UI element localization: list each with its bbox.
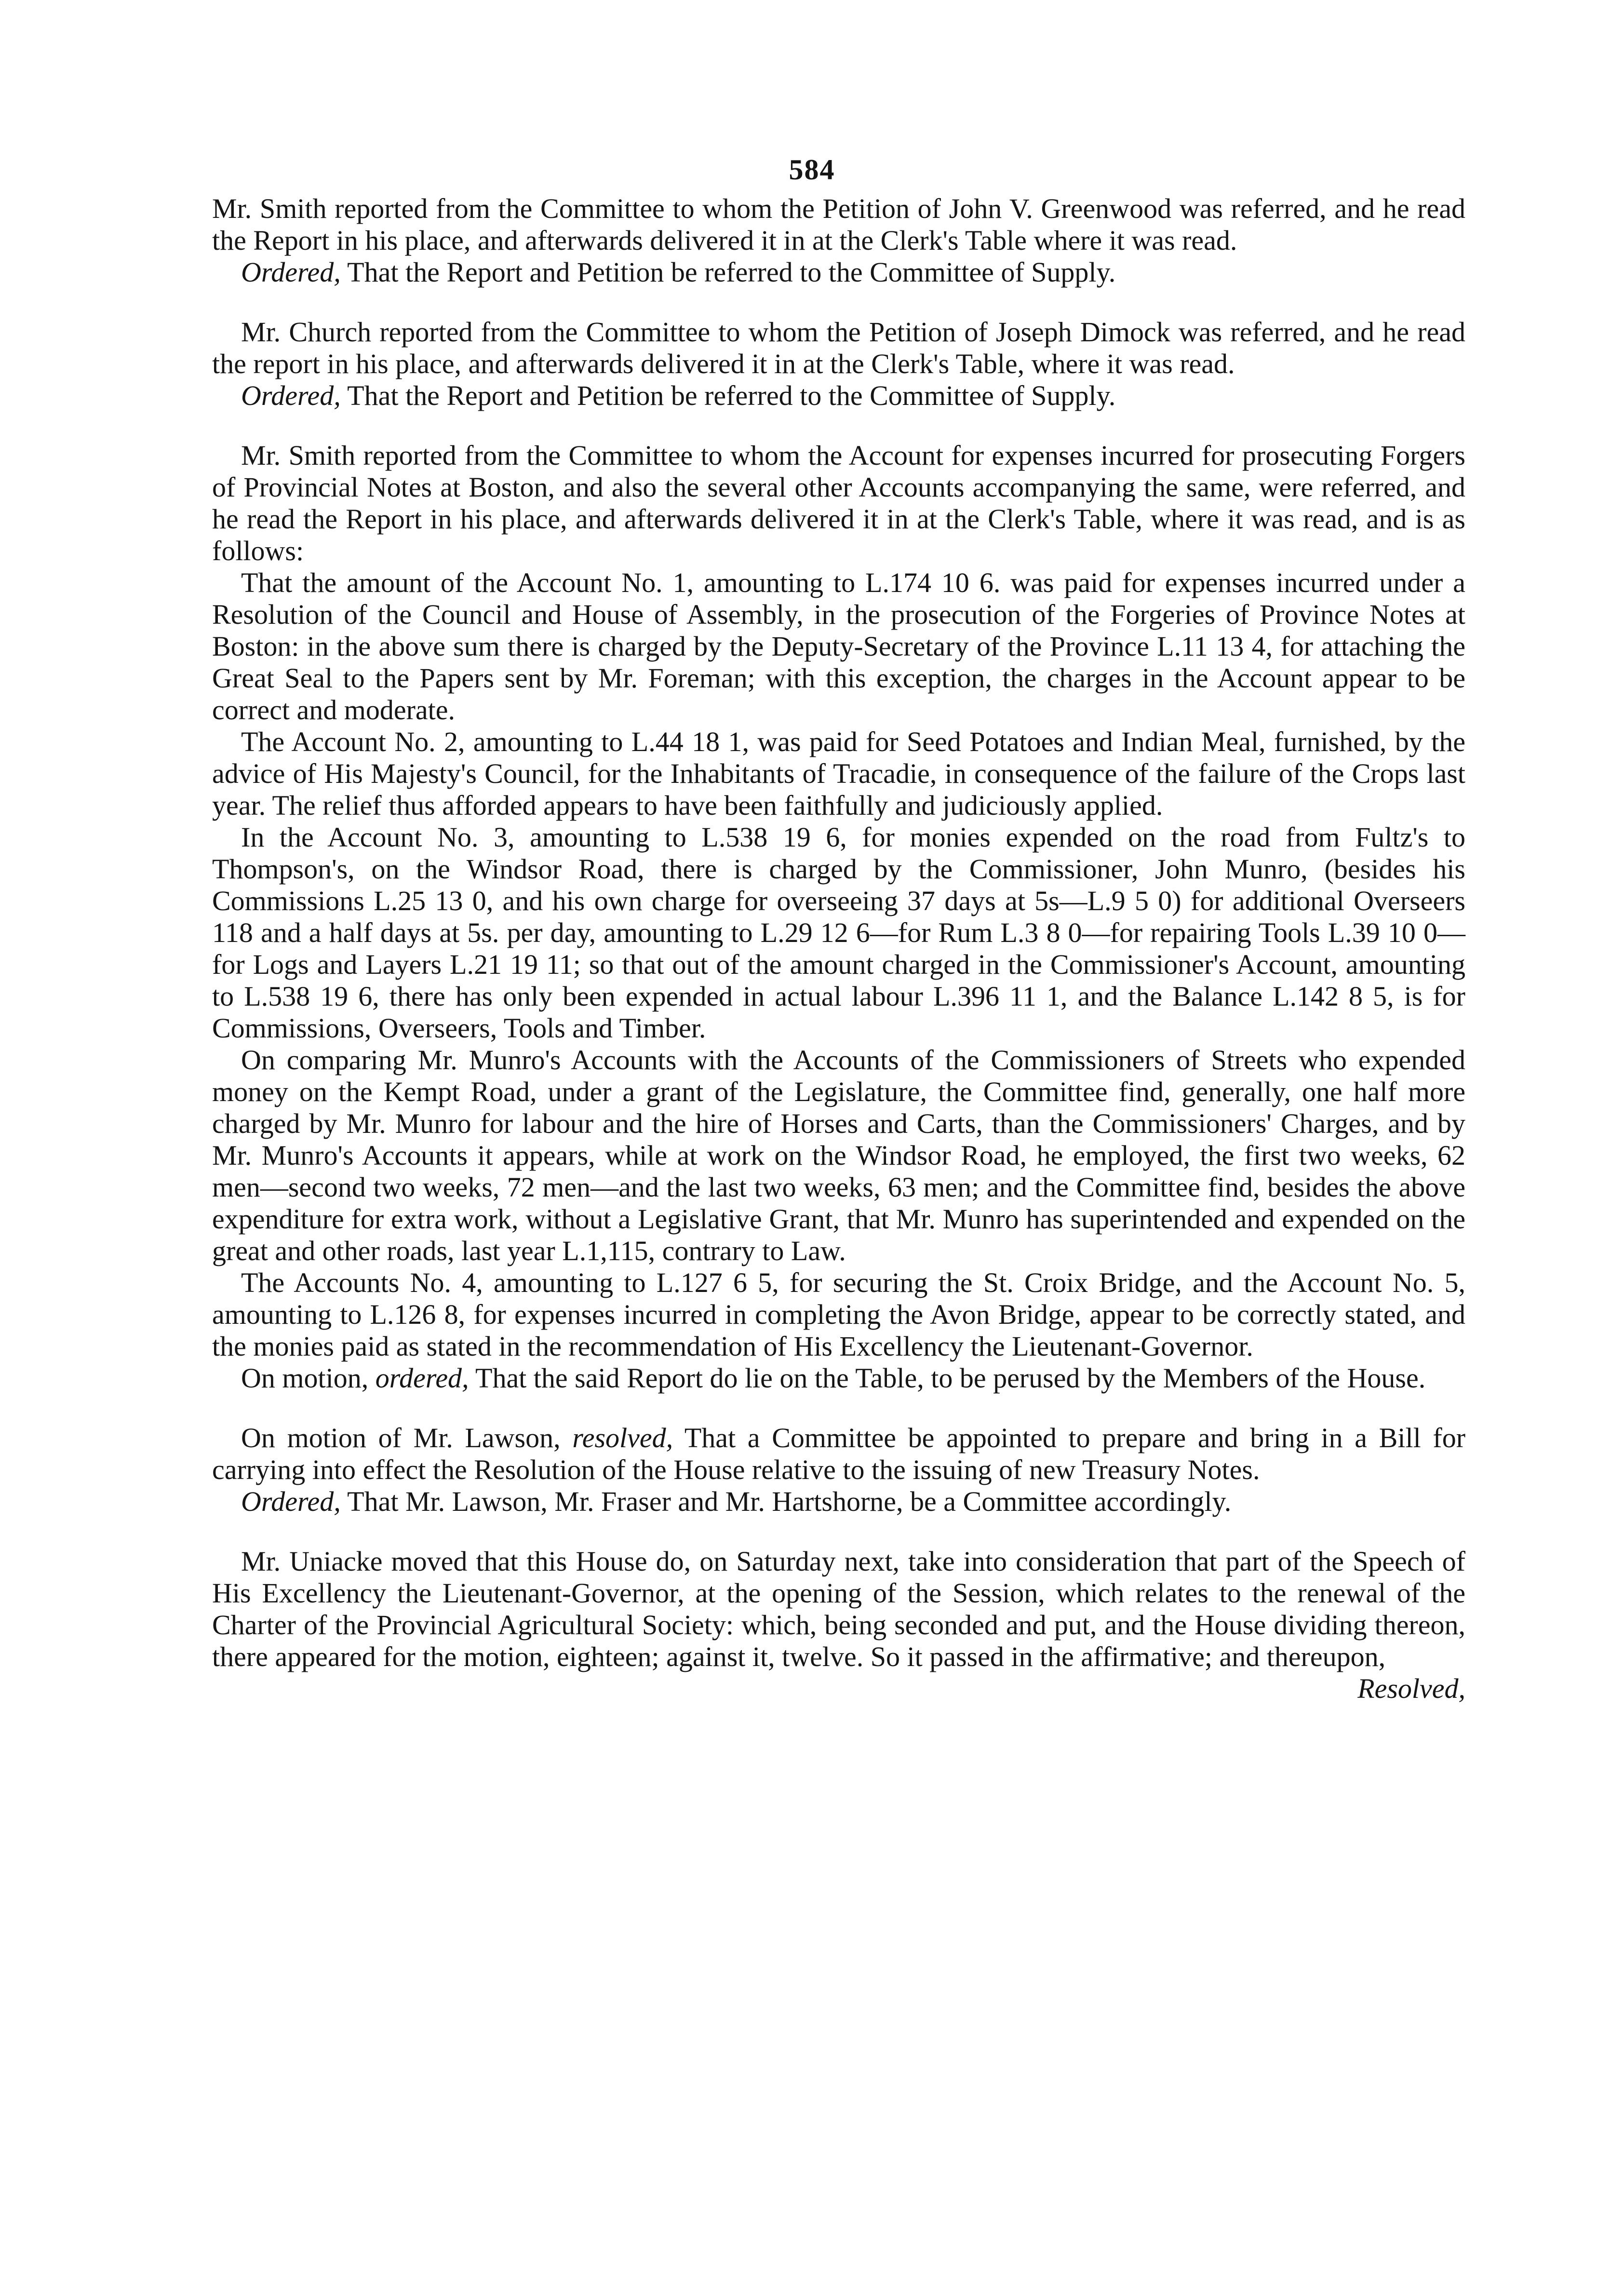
paragraph-text: Mr. Smith reported from the Committee to whom the Account for expenses incurred for prosecuting Forgers of Provincial Notes at Boston, and also the several other Accounts accompanying the same, were referred, and he read the Report in his place, and afterwards delivered it in at the Clerk's Table, where it was read, and is as follows:	[212, 440, 1465, 566]
entry-dimock-petition	[212, 316, 1465, 412]
paragraph	[212, 193, 1465, 256]
motion-paragraph	[212, 1362, 1465, 1394]
section-gap	[212, 1394, 1465, 1422]
paragraph-text: Mr. Church reported from the Committee to whom the Petition of Joseph Dimock was referred, and he read the report in his place, and afterwards delivered it in at the Clerk's Table, where it was read.	[212, 316, 1465, 379]
paragraph	[212, 567, 1465, 726]
motion-lead: On motion of Mr. Lawson,	[241, 1422, 573, 1453]
paragraph-text: That Mr. Lawson, Mr. Fraser and Mr. Hartshorne, be a Committee accordingly.	[340, 1486, 1232, 1517]
section-gap	[212, 412, 1465, 440]
paragraph-text: That a Committee be appointed to prepare and bring in a Bill for carrying into effect the Resolution of the House relative to the issuing of new Treasury Notes.	[212, 1422, 1466, 1485]
page-body	[212, 193, 1465, 1705]
paragraph	[212, 316, 1465, 380]
ordered-lead: Ordered,	[241, 380, 341, 411]
entry-treasury-notes-bill	[212, 1422, 1465, 1518]
motion-lead-italic: ordered,	[375, 1362, 469, 1394]
page-number: 584	[789, 154, 835, 186]
paragraph-text: The Account No. 2, amounting to L.44 18 1, was paid for Seed Potatoes and Indian Meal, furnished, by the advice of His Majesty's Council, for the Inhabitants of Tracadie, in consequence of the failure of the Crops last year. The relief thus afforded appears to have been faithfully and judiciously applied.	[212, 726, 1465, 821]
ordered-lead: Ordered,	[241, 1486, 341, 1517]
paragraph	[212, 1546, 1465, 1704]
paragraph-text: That the said Report do lie on the Table, to be perused by the Members of the House.	[469, 1362, 1426, 1394]
entry-greenwood-petition	[212, 193, 1465, 288]
resolved-catchword: Resolved,	[1357, 1673, 1465, 1704]
ordered-lead: Ordered,	[241, 256, 341, 288]
paragraph-text: That the Report and Petition be referred to the Committee of Supply.	[340, 256, 1116, 288]
section-gap	[212, 1518, 1465, 1546]
paragraph-text: In the Account No. 3, amounting to L.538 19 6, for monies expended on the road from Fultz's to Thompson's, on the Windsor Road, there is charged by the Commissioner, John Munro, (besides his Commissions L.25 13 0, and his own charge for overseeing 37 days at 5s—L.9 5 0) for additional Overseers 118 and a half days at 5s. per day, amounting to L.29 12 6—for Rum L.3 8 0—for repairing Tools L.39 10 0—for Logs and Layers L.21 19 11; so that out of the amount charged in the Commissioner's Account, amounting to L.538 19 6, there has only been expended in actual labour L.396 11 1, and the Balance L.142 8 5, is for Commissions, Overseers, Tools and Timber.	[212, 821, 1465, 1044]
motion-paragraph	[212, 1422, 1465, 1486]
motion-lead-italic: resolved,	[572, 1422, 673, 1453]
motion-lead: On motion,	[241, 1362, 376, 1394]
paragraph	[212, 440, 1465, 567]
entry-forgers-accounts-report	[212, 440, 1465, 1394]
paragraph-text: That the amount of the Account No. 1, amounting to L.174 10 6. was paid for expenses incurred under a Resolution of the Council and House of Assembly, in the prosecution of the Forgeries of Province Notes at Boston: in the above sum there is charged by the Deputy-Secretary of the Province L.11 13 4, for attaching the Great Seal to the Papers sent by Mr. Foreman; with this exception, the charges in the Account appear to be correct and moderate.	[212, 567, 1465, 726]
paragraph-text: Mr. Uniacke moved that this House do, on Saturday next, take into consideration that part of the Speech of His Excellency the Lieutenant-Governor, at the opening of the Session, which relates to the renewal of the Charter of the Provincial Agricultural Society: which, being seconded and put, and the House dividing thereon, there appeared for the motion, eighteen; against it, twelve. So it passed in the affirmative; and thereupon,	[212, 1546, 1465, 1672]
paragraph-text: The Accounts No. 4, amounting to L.127 6 5, for securing the St. Croix Bridge, and the Account No. 5, amounting to L.126 8, for expenses incurred in completing the Avon Bridge, appear to be correctly stated, and the monies paid as stated in the recommendation of His Excellency the Lieutenant-Governor.	[212, 1267, 1465, 1362]
section-gap	[212, 288, 1465, 316]
paragraph	[212, 821, 1465, 1044]
paragraph-text: On comparing Mr. Munro's Accounts with the Accounts of the Commissioners of Streets who expended money on the Kempt Road, under a grant of the Legislature, the Committee find, generally, one half more charged by Mr. Munro for labour and the hire of Horses and Carts, than the Commissioners' Charges, and by Mr. Munro's Accounts it appears, while at work on the Windsor Road, he employed, the first two weeks, 62 men—second two weeks, 72 men—and the last two weeks, 63 men; and the Committee find, besides the above expenditure for extra work, without a Legislative Grant, that Mr. Munro has superintended and expended on the great and other roads, last year L.1,115, contrary to Law.	[212, 1044, 1465, 1266]
paragraph	[212, 1044, 1465, 1267]
ordered-paragraph	[212, 1486, 1465, 1518]
paragraph-text: Mr. Smith reported from the Committee to whom the Petition of John V. Greenwood was referred, and he read the Report in his place, and afterwards delivered it in at the Clerk's Table where it was read.	[212, 193, 1465, 256]
paragraph	[212, 726, 1465, 821]
paragraph	[212, 1267, 1465, 1362]
paragraph-text: That the Report and Petition be referred to the Committee of Supply.	[340, 380, 1116, 411]
entry-agricultural-society-motion	[212, 1546, 1465, 1705]
ordered-paragraph	[212, 256, 1465, 288]
ordered-paragraph	[212, 380, 1465, 412]
